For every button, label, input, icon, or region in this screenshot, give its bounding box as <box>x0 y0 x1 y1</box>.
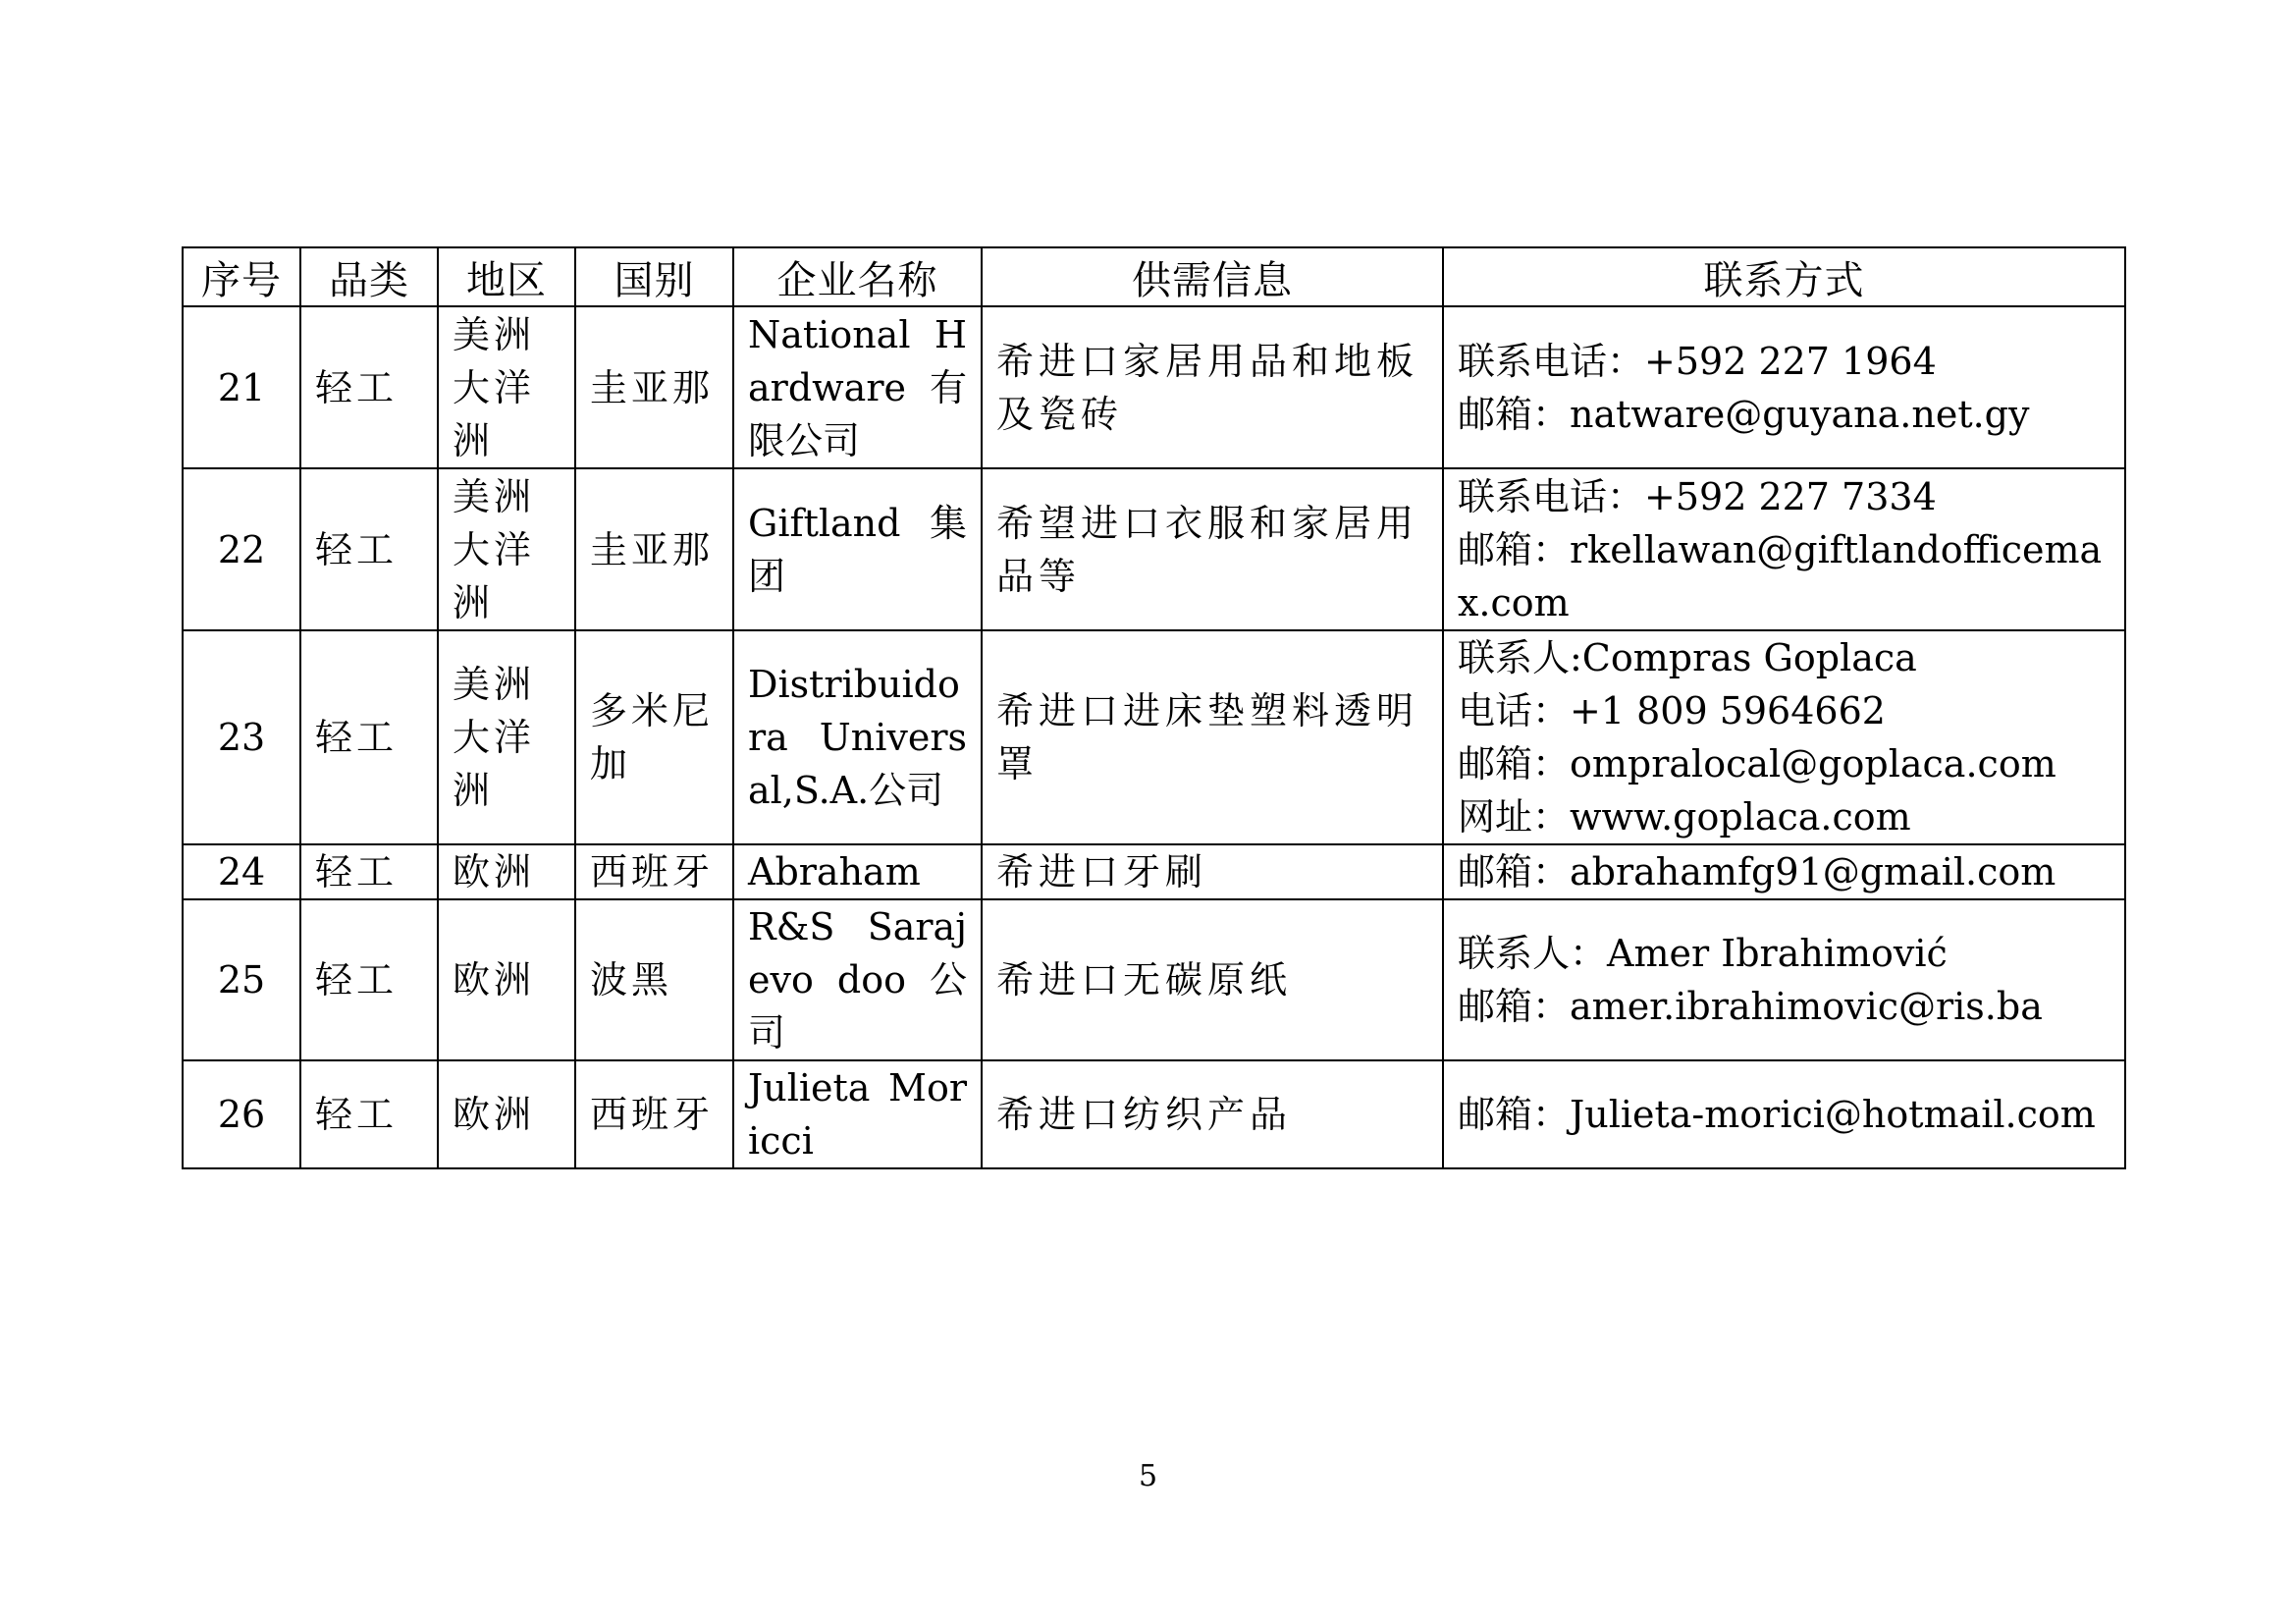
header-region: 地区 <box>438 247 575 306</box>
row-category: 轻工 <box>300 306 438 468</box>
region-line: 欧洲 <box>453 958 536 1001</box>
region-line: 欧洲 <box>453 850 536 893</box>
row-region <box>438 630 575 844</box>
region-line: 大洋 <box>453 716 536 759</box>
row-company: Distribuidora Universal,S.A.公司 <box>733 630 982 844</box>
header-no: 序号 <box>183 247 300 306</box>
row-region <box>438 1060 575 1168</box>
contact-line: 邮箱：natware@guyana.net.gy <box>1458 392 2030 436</box>
row-contact <box>1443 468 2125 630</box>
row-region <box>438 468 575 630</box>
row-country: 圭亚那 <box>575 468 733 630</box>
row-country: 波黑 <box>575 899 733 1060</box>
header-contact: 联系方式 <box>1443 247 2125 306</box>
region-line: 欧洲 <box>453 1093 536 1136</box>
row-company: Julieta Moricci <box>733 1060 982 1168</box>
row-number: 21 <box>183 306 300 468</box>
row-info: 希进口进床垫塑料透明罩 <box>982 630 1443 844</box>
row-info: 希望进口衣服和家居用品等 <box>982 468 1443 630</box>
region-line: 洲 <box>453 418 495 462</box>
region-line: 大洋 <box>453 527 536 571</box>
header-company: 企业名称 <box>733 247 982 306</box>
region-line: 美洲 <box>453 474 536 518</box>
region-line: 洲 <box>453 580 495 624</box>
supply-demand-table <box>182 246 2126 1169</box>
table-row <box>183 844 2125 899</box>
row-region <box>438 306 575 468</box>
header-country: 国别 <box>575 247 733 306</box>
row-region <box>438 844 575 899</box>
contact-line: 邮箱：rkellawan@giftlandofficemax.com <box>1458 527 2103 624</box>
contact-line: 邮箱：abrahamfg91@gmail.com <box>1458 850 2056 893</box>
header-info: 供需信息 <box>982 247 1443 306</box>
row-company: R&S Sarajevo doo 公司 <box>733 899 982 1060</box>
row-number: 22 <box>183 468 300 630</box>
contact-line: 联系电话：+592 227 7334 <box>1458 474 1937 518</box>
contact-line: 联系人：Amer Ibrahimović <box>1458 932 1948 975</box>
row-contact <box>1443 306 2125 468</box>
row-info: 希进口牙刷 <box>982 844 1443 899</box>
row-number: 24 <box>183 844 300 899</box>
table-row <box>183 1060 2125 1168</box>
region-line: 美洲 <box>453 663 536 706</box>
row-category: 轻工 <box>300 844 438 899</box>
contact-line: 邮箱：amer.ibrahimovic@ris.ba <box>1458 985 2043 1028</box>
region-line: 大洋 <box>453 365 536 409</box>
row-company: Abraham <box>733 844 982 899</box>
contact-line: 联系人:Compras Goplaca <box>1458 636 1917 679</box>
row-contact <box>1443 899 2125 1060</box>
row-contact <box>1443 1060 2125 1168</box>
header-category: 品类 <box>300 247 438 306</box>
row-category: 轻工 <box>300 899 438 1060</box>
row-info: 希进口纺织产品 <box>982 1060 1443 1168</box>
table-body <box>183 306 2125 1168</box>
contact-line: 网址：www.goplaca.com <box>1458 795 1911 839</box>
contact-line: 邮箱：ompralocal@goplaca.com <box>1458 742 2056 785</box>
region-line: 美洲 <box>453 312 536 356</box>
row-company: National Hardware 有限公司 <box>733 306 982 468</box>
row-category: 轻工 <box>300 1060 438 1168</box>
row-category: 轻工 <box>300 630 438 844</box>
row-country: 西班牙 <box>575 844 733 899</box>
row-company: Giftland 集团 <box>733 468 982 630</box>
region-line: 洲 <box>453 769 495 812</box>
contact-line: 联系电话：+592 227 1964 <box>1458 339 1937 383</box>
table-row <box>183 899 2125 1060</box>
table-header-row <box>183 247 2125 306</box>
row-number: 26 <box>183 1060 300 1168</box>
row-category: 轻工 <box>300 468 438 630</box>
row-country: 西班牙 <box>575 1060 733 1168</box>
row-info: 希进口无碳原纸 <box>982 899 1443 1060</box>
row-region <box>438 899 575 1060</box>
row-country: 多米尼加 <box>575 630 733 844</box>
row-contact <box>1443 630 2125 844</box>
row-country: 圭亚那 <box>575 306 733 468</box>
table-row <box>183 306 2125 468</box>
table-row <box>183 468 2125 630</box>
contact-line: 邮箱：Julieta-morici@hotmail.com <box>1458 1093 2096 1136</box>
row-number: 23 <box>183 630 300 844</box>
row-info: 希进口家居用品和地板及瓷砖 <box>982 306 1443 468</box>
table-row <box>183 630 2125 844</box>
row-number: 25 <box>183 899 300 1060</box>
contact-line: 电话：+1 809 5964662 <box>1458 689 1886 732</box>
row-contact <box>1443 844 2125 899</box>
page-number: 5 <box>1138 1459 1158 1493</box>
